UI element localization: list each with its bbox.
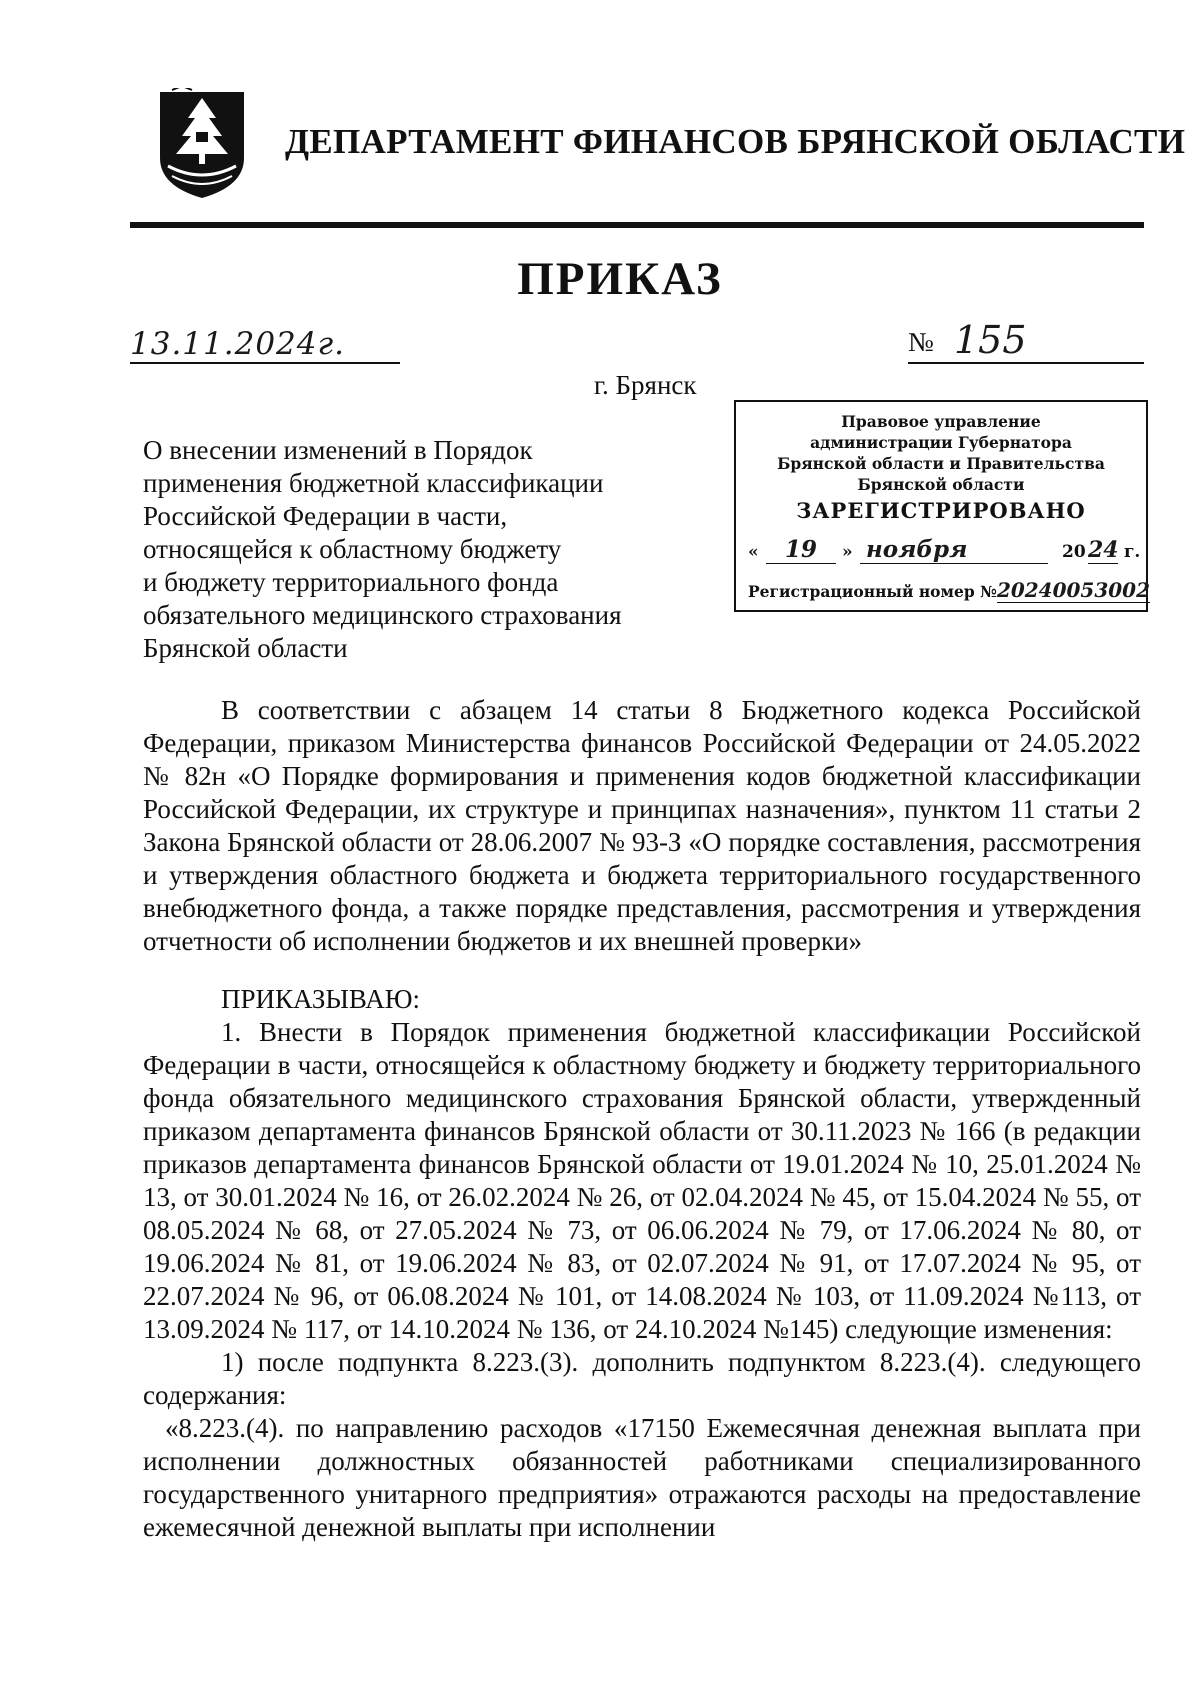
stamp-line-1: Правовое управление [841,412,1041,431]
stamp-reg-label: Регистрационный номер № [748,582,997,601]
document-date: 13.11.2024г. [130,326,400,364]
subject-line: О внесении изменений в Порядок [143,435,533,465]
stamp-quote-close: » [842,542,853,562]
order-item-1: 1. Внести в Порядок применения бюджетной классификации Российской Федерации в части, относящейся к областному бюджету и бюджету территориального фонда обязательного медицинского страхования Брянской области, утвержденный приказом департамента финансов Брянской области от 30.11.2023 № 166 (в редакции приказов департамента финансов Брянской области от 19.01.2024 № 10, 25.01.2024 № 13, от 30.01.2024 № 16, от 26.02.2024 № 26, от 02.04.2024 № 45, от 15.04.2024 № 55, от 08.05.2024 № 68, от 27.05.2024 № 73, от 06.06.2024 № 79, от 17.06.2024 № 80, от 19.06.2024 № 81, от 19.06.2024 № 83, от 02.07.2024 № 91, от 17.07.2024 № 95, от 22.07.2024 № 96, от 06.08.2024 № 101, от 14.08.2024 № 103, от 11.09.2024 №113, от 13.09.2024 № 117, от 14.10.2024 № 136, от 24.10.2024 №145) следующие изменения: [143,1017,1141,1344]
quoted-amendment-text: «8.223.(4). по направлению расходов «17150 Ежемесячная денежная выплата при исполнении должностных обязанностей работниками специализированного государственного унитарного предприятия» отражаются расходы на предоставление ежемесячной денежной выплаты при исполнении [143,1413,1141,1542]
stamp-line-4: Брянской области [857,475,1025,494]
header-divider [130,222,1144,228]
stamp-month: ноября [860,536,1048,564]
order-subitem-1: 1) после подпункта 8.223.(3). дополнить подпунктом 8.223.(4). следующего содержания: [143,1347,1141,1410]
document-number: 155 [954,318,1027,362]
stamp-quote-open: « [748,542,759,562]
order-directive-word: ПРИКАЗЫВАЮ: [221,984,420,1014]
subject-line: относящейся к областному бюджету [143,534,562,564]
stamp-year-suffix: 24 [1088,537,1119,563]
subject-line: применения бюджетной классификации [143,468,604,498]
stamp-day: 19 [766,536,836,564]
preamble-paragraph: В соответствии с абзацем 14 статьи 8 Бюджетного кодекса Российской Федерации, приказом Министерства финансов Российской Федерации от 24.05.2022 № 82н «О Порядке формирования и применения кодов бюджетной классификации Российской Федерации, их структуре и принципах назначения», пунктом 11 статьи 2 Закона Брянской области от 28.06.2007 № 93-З «О порядке составления, рассмотрения и утверждения областного бюджета и бюджета территориального государственного внебюджетного фонда, а также порядке представления, рассмотрения и утверждения отчетности об исполнении бюджетов и их внешней проверки» [143,695,1141,956]
stamp-registered-title: ЗАРЕГИСТРИРОВАНО [796,498,1086,523]
city-label: г. Брянск [594,370,697,400]
stamp-year-label: г. [1124,542,1141,562]
subject-line: обязательного медицинского страхования [143,600,622,630]
order-subject [143,434,703,665]
stamp-line-3: Брянской области и Правительства [777,454,1105,473]
department-title: ДЕПАРТАМЕНТ ФИНАНСОВ БРЯНСКОЙ ОБЛАСТИ [285,122,1186,161]
number-sign: № [908,327,934,357]
coat-of-arms-emblem [158,88,246,200]
document-type-heading: ПРИКАЗ [517,253,723,305]
stamp-line-2: администрации Губернатора [810,433,1072,452]
order-body [143,694,1141,1544]
subject-line: Российской Федерации в части, [143,501,508,531]
subject-line: и бюджету территориального фонда [143,567,559,597]
subject-line: Брянской области [143,633,348,663]
stamp-registration-number [748,578,1150,602]
document-number-field [908,318,1144,364]
stamp-reg-number: 20240053002 [996,578,1151,602]
registration-stamp [734,400,1151,612]
stamp-date [748,532,1140,566]
stamp-year-prefix: 20 [1062,542,1086,562]
